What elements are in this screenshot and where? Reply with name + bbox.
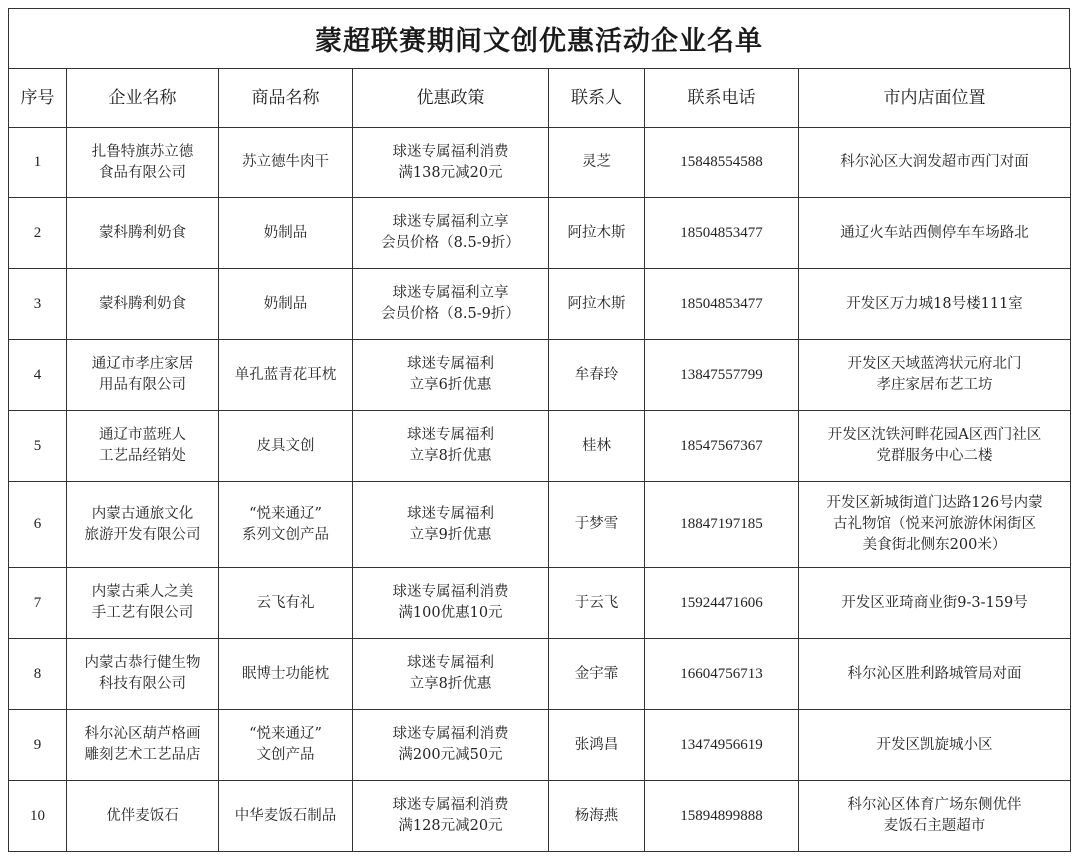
table-row xyxy=(9,340,1071,411)
cell-seq: 10 xyxy=(9,781,67,852)
cell-location: 开发区凯旋城小区 xyxy=(799,710,1071,781)
cell-product: 中华麦饭石制品 xyxy=(219,781,353,852)
cell-company: 内蒙古乘人之美 手工艺有限公司 xyxy=(67,568,219,639)
cell-policy: 球迷专属福利消费 满138元减20元 xyxy=(353,128,549,198)
cell-phone: 15924471606 xyxy=(645,568,799,639)
cell-contact: 阿拉木斯 xyxy=(549,198,645,269)
cell-company: 通辽市孝庄家居 用品有限公司 xyxy=(67,340,219,411)
cell-location: 开发区万力城18号楼111室 xyxy=(799,269,1071,340)
cell-policy: 球迷专属福利立享 会员价格（8.5-9折） xyxy=(353,269,549,340)
cell-contact: 牟春玲 xyxy=(549,340,645,411)
cell-policy: 球迷专属福利 立享9折优惠 xyxy=(353,482,549,568)
cell-company: 内蒙古恭行健生物 科技有限公司 xyxy=(67,639,219,710)
cell-contact: 金宇霏 xyxy=(549,639,645,710)
company-table xyxy=(8,68,1071,852)
cell-product: “悦来通辽” 系列文创产品 xyxy=(219,482,353,568)
cell-phone: 18504853477 xyxy=(645,198,799,269)
header-product: 商品名称 xyxy=(219,69,353,128)
document-sheet xyxy=(8,0,1072,856)
cell-product: 苏立德牛肉干 xyxy=(219,128,353,198)
table-header-row xyxy=(9,69,1071,128)
cell-location: 开发区沈铁河畔花园A区西门社区 党群服务中心二楼 xyxy=(799,411,1071,482)
cell-phone: 13847557799 xyxy=(645,340,799,411)
header-seq: 序号 xyxy=(9,69,67,128)
cell-company: 扎鲁特旗苏立德 食品有限公司 xyxy=(67,128,219,198)
document-title: 蒙超联赛期间文创优惠活动企业名单 xyxy=(8,8,1070,68)
cell-product: 眠博士功能枕 xyxy=(219,639,353,710)
cell-seq: 8 xyxy=(9,639,67,710)
table-row xyxy=(9,482,1071,568)
cell-seq: 3 xyxy=(9,269,67,340)
header-company: 企业名称 xyxy=(67,69,219,128)
cell-policy: 球迷专属福利 立享6折优惠 xyxy=(353,340,549,411)
cell-phone: 13474956619 xyxy=(645,710,799,781)
cell-seq: 6 xyxy=(9,482,67,568)
header-phone: 联系电话 xyxy=(645,69,799,128)
header-location: 市内店面位置 xyxy=(799,69,1071,128)
cell-contact: 阿拉木斯 xyxy=(549,269,645,340)
cell-location: 开发区天域蓝湾状元府北门 孝庄家居布艺工坊 xyxy=(799,340,1071,411)
cell-seq: 4 xyxy=(9,340,67,411)
cell-location: 开发区新城街道门达路126号内蒙 古礼物馆（悦来河旅游休闲街区 美食街北侧东200米） xyxy=(799,482,1071,568)
cell-phone: 15848554588 xyxy=(645,128,799,198)
cell-location: 科尔沁区大润发超市西门对面 xyxy=(799,128,1071,198)
table-row xyxy=(9,128,1071,198)
cell-location: 通辽火车站西侧停车车场路北 xyxy=(799,198,1071,269)
cell-policy: 球迷专属福利立享 会员价格（8.5-9折） xyxy=(353,198,549,269)
table-row xyxy=(9,269,1071,340)
cell-phone: 18547567367 xyxy=(645,411,799,482)
cell-contact: 杨海燕 xyxy=(549,781,645,852)
table-row xyxy=(9,411,1071,482)
cell-product: 单孔蓝青花耳枕 xyxy=(219,340,353,411)
cell-product: “悦来通辽” 文创产品 xyxy=(219,710,353,781)
table-row xyxy=(9,710,1071,781)
cell-phone: 16604756713 xyxy=(645,639,799,710)
cell-company: 优伴麦饭石 xyxy=(67,781,219,852)
cell-policy: 球迷专属福利 立享8折优惠 xyxy=(353,639,549,710)
cell-location: 科尔沁区胜利路城管局对面 xyxy=(799,639,1071,710)
table-row xyxy=(9,198,1071,269)
cell-contact: 于梦雪 xyxy=(549,482,645,568)
cell-seq: 2 xyxy=(9,198,67,269)
cell-company: 内蒙古通旅文化 旅游开发有限公司 xyxy=(67,482,219,568)
cell-product: 云飞有礼 xyxy=(219,568,353,639)
cell-phone: 18504853477 xyxy=(645,269,799,340)
cell-product: 奶制品 xyxy=(219,198,353,269)
cell-company: 科尔沁区葫芦格画 雕刻艺术工艺品店 xyxy=(67,710,219,781)
cell-company: 通辽市蓝班人 工艺品经销处 xyxy=(67,411,219,482)
cell-phone: 15894899888 xyxy=(645,781,799,852)
cell-product: 皮具文创 xyxy=(219,411,353,482)
table-row xyxy=(9,781,1071,852)
cell-policy: 球迷专属福利 立享8折优惠 xyxy=(353,411,549,482)
cell-contact: 灵芝 xyxy=(549,128,645,198)
header-contact: 联系人 xyxy=(549,69,645,128)
cell-location: 开发区亚琦商业街9-3-159号 xyxy=(799,568,1071,639)
cell-seq: 5 xyxy=(9,411,67,482)
cell-contact: 于云飞 xyxy=(549,568,645,639)
cell-seq: 7 xyxy=(9,568,67,639)
cell-policy: 球迷专属福利消费 满200元减50元 xyxy=(353,710,549,781)
cell-contact: 张鸿昌 xyxy=(549,710,645,781)
cell-contact: 桂林 xyxy=(549,411,645,482)
table-row xyxy=(9,568,1071,639)
cell-phone: 18847197185 xyxy=(645,482,799,568)
cell-seq: 9 xyxy=(9,710,67,781)
cell-company: 蒙科腾利奶食 xyxy=(67,198,219,269)
cell-seq: 1 xyxy=(9,128,67,198)
cell-product: 奶制品 xyxy=(219,269,353,340)
header-policy: 优惠政策 xyxy=(353,69,549,128)
cell-policy: 球迷专属福利消费 满100优惠10元 xyxy=(353,568,549,639)
cell-policy: 球迷专属福利消费 满128元减20元 xyxy=(353,781,549,852)
cell-company: 蒙科腾利奶食 xyxy=(67,269,219,340)
cell-location: 科尔沁区体育广场东侧优伴 麦饭石主题超市 xyxy=(799,781,1071,852)
table-row xyxy=(9,639,1071,710)
